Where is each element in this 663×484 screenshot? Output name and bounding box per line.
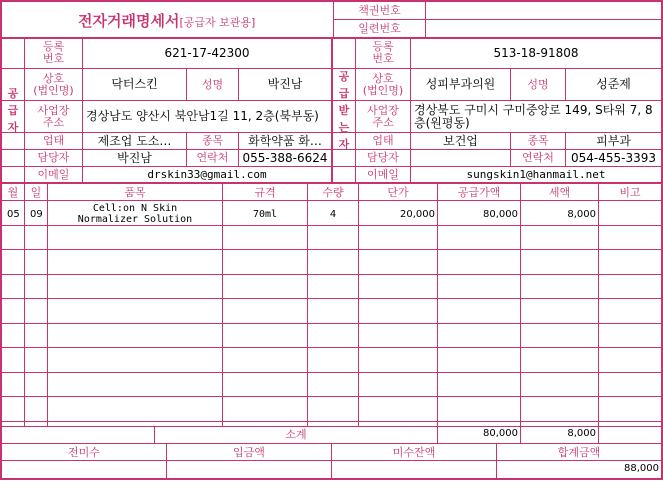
header-note: 비고 (619, 186, 641, 199)
supplier-side-char: 공 (7, 86, 19, 100)
row-tax: 8,000 (567, 209, 596, 220)
row-unit-price: 20,000 (400, 209, 435, 220)
grid-line (24, 182, 25, 426)
buyer-company: 성피부과의원 (425, 77, 496, 91)
row-day: 09 (30, 209, 43, 220)
buyer-address-label: 사업장 주소 (367, 103, 399, 129)
supplier-company: 닥터스킨 (111, 77, 158, 91)
header-qty: 수량 (322, 186, 344, 199)
buyer-reg-no: 513-18-91808 (493, 45, 579, 60)
buyer-name-label: 성명 (527, 77, 549, 91)
grid-line (0, 274, 663, 275)
grid-line (0, 347, 663, 348)
buyer-email-label: 이메일 (367, 167, 399, 181)
supplier-email-label: 이메일 (37, 167, 70, 181)
supplier-business-type-label: 업태 (42, 134, 65, 147)
buyer-side-char: 공 (338, 69, 350, 83)
supplier-name-label: 성명 (201, 77, 224, 91)
buyer-business-type: 보건업 (443, 133, 478, 148)
footer-total-label: 합계금액 (557, 446, 601, 459)
buyer-side-char: 받 (338, 103, 350, 117)
subtotal-label: 소계 (285, 428, 307, 441)
grid-line (0, 396, 663, 397)
supplier-reg-no-label: 등록 번호 (42, 40, 65, 65)
supplier-manager-label: 담당자 (37, 151, 70, 164)
buyer-address: 경상북도 구미시 구미중앙로 149, S타워 7, 8층(원평동) (414, 102, 653, 130)
footer-balance-label: 미수잔액 (392, 446, 436, 459)
subtotal-supply-amount: 80,000 (483, 428, 518, 439)
supplier-address-label: 사업장 주소 (37, 103, 70, 129)
grid-line (0, 323, 663, 324)
supplier-manager: 박진남 (117, 150, 152, 165)
title-subtitle: [공급자 보관용] (179, 16, 256, 29)
header-supply-amount: 공급가액 (457, 186, 501, 199)
buyer-name: 성준제 (596, 77, 631, 91)
header-spec: 규격 (254, 186, 276, 199)
header-day: 일 (30, 186, 42, 199)
grid-line (0, 372, 663, 373)
supplier-business-item-label: 종목 (201, 134, 224, 147)
supplier-side-char: 자 (7, 120, 19, 134)
buyer-side-char: 자 (338, 137, 350, 151)
header-tax: 세액 (548, 186, 571, 199)
footer-unpaid-label: 전미수 (68, 446, 100, 459)
supplier-side-label (2, 38, 24, 182)
footer-total: 88,000 (624, 463, 659, 474)
footer-paid-label: 입금액 (233, 446, 265, 459)
buyer-reg-no-label: 등록 번호 (372, 40, 394, 65)
supplier-company-label: 상호 (법인명) (33, 71, 74, 97)
document-title (78, 10, 255, 31)
grid-line (598, 182, 599, 426)
supplier-side-char: 급 (7, 103, 19, 117)
grid-line (0, 249, 663, 250)
buyer-side-label (333, 38, 355, 182)
buyer-manager-label: 담당자 (367, 151, 399, 164)
buyer-manager (411, 150, 510, 166)
supplier-contact: 055-388-6624 (242, 150, 328, 165)
header-item: 품목 (124, 186, 146, 199)
supplier-business-item: 화학약품 화… (248, 133, 322, 148)
header-month: 월 (7, 186, 19, 199)
buyer-business-item-label: 종목 (527, 134, 549, 147)
grid-line (0, 298, 663, 299)
book-number-label: 책권번호 (358, 3, 401, 17)
row-item: Cell:on N Skin Normalizer Solution (77, 203, 193, 225)
buyer-contact: 054-455-3393 (570, 150, 656, 165)
buyer-company-label: 상호 (법인명) (362, 71, 404, 97)
buyer-business-item: 피부과 (596, 133, 631, 148)
supplier-email: drskin33@gmail.com (147, 168, 267, 181)
buyer-side-char: 급 (338, 86, 350, 100)
grid-line (47, 182, 48, 426)
grid-line (0, 426, 663, 427)
title-text: 전자거래명세서 (78, 12, 180, 30)
row-month: 05 (7, 209, 20, 220)
grid-line (0, 200, 663, 201)
supplier-business-type: 제조업 도소… (97, 133, 172, 148)
row-qty: 4 (329, 209, 337, 220)
grid-line (598, 426, 599, 443)
header-unit-price: 단가 (387, 186, 409, 199)
buyer-email: sungskin1@hanmail.net (466, 168, 606, 181)
row-spec: 70ml (252, 209, 278, 220)
supplier-reg-no: 621-17-42300 (164, 45, 250, 60)
supplier-contact-label: 연락처 (196, 151, 229, 164)
subtotal-tax: 8,000 (567, 428, 596, 439)
row-supply-amount: 80,000 (483, 209, 518, 220)
grid-line (0, 421, 663, 422)
buyer-contact-label: 연락처 (522, 151, 554, 164)
supplier-name: 박진남 (267, 77, 303, 91)
buyer-side-char: 는 (338, 120, 350, 134)
buyer-business-type-label: 업태 (372, 134, 394, 147)
serial-number-label: 일련번호 (358, 21, 401, 35)
supplier-address: 경상남도 양산시 북안남1길 11, 2층(북부동) (86, 109, 319, 123)
